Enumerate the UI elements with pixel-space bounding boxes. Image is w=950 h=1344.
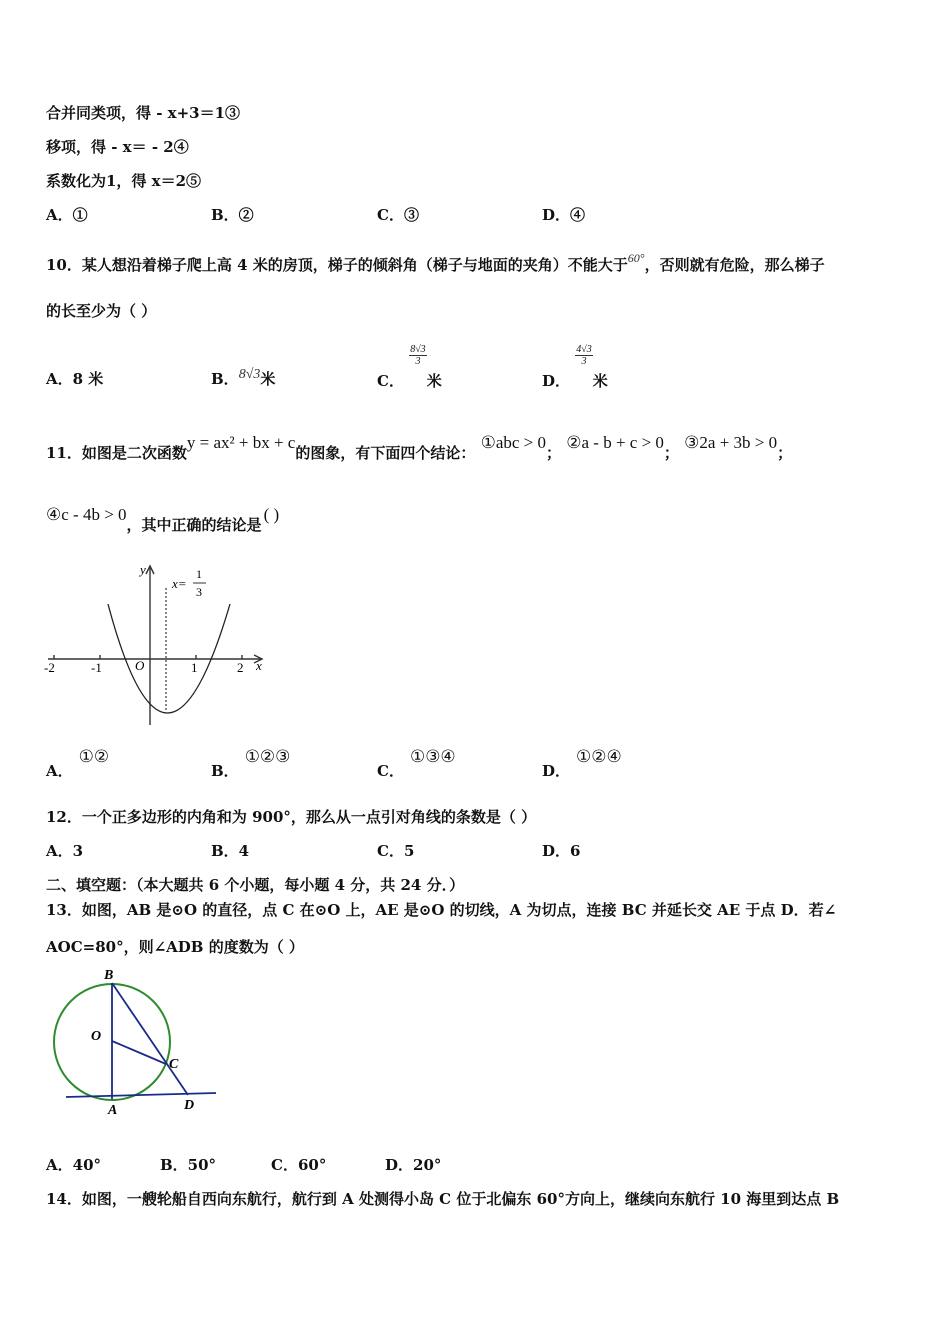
q10-option-d-fraction	[575, 344, 593, 367]
q11-sep-3: ；	[777, 444, 793, 462]
tick-label-neg2: -2	[44, 660, 55, 675]
q10-option-a-label: A．	[46, 370, 73, 388]
q11-function: y = ax² + bx + c	[186, 433, 296, 452]
q11-option-d	[542, 747, 622, 781]
q10-question	[46, 251, 825, 275]
q10-option-b-math: 8√3	[238, 367, 261, 382]
point-d-label: D	[184, 1098, 195, 1113]
q11-option-a	[46, 747, 110, 781]
q10-option-d	[542, 344, 608, 390]
x-axis-label: x	[256, 658, 262, 673]
aos-label: x=	[172, 576, 187, 591]
q10-option-c-unit: 米	[426, 372, 442, 390]
q11-option-d-text: ①②④	[576, 747, 622, 766]
q10-option-c	[377, 344, 442, 390]
q11-option-b-label: B．	[211, 762, 239, 780]
q11-conclusion-3: ③2a + 3b > 0	[684, 433, 778, 452]
segment-bd	[112, 983, 188, 1095]
step-3-text: 合并同类项，得 - x+3＝1③	[46, 104, 241, 122]
q9-option-a: A．①	[46, 206, 88, 224]
q10-option-d-unit: 米	[592, 372, 608, 390]
q13-line2: AOC=80°，则∠ADB 的度数为（ ）	[46, 938, 304, 956]
q11-question	[46, 432, 793, 462]
point-o-label: O	[91, 1029, 102, 1044]
q10-option-c-label: C．	[377, 372, 404, 390]
q10-option-b-unit: 米	[260, 370, 276, 388]
point-c-label: C	[169, 1057, 179, 1072]
q12-option-a: A．3	[46, 842, 84, 860]
q11-option-c-text: ①③④	[409, 747, 456, 766]
q10-option-c-fraction	[409, 344, 427, 367]
q14-question: 14．如图，一艘轮船自西向东航行，航行到 A 处测得小岛 C 位于北偏东 60°方向上，继续向东航行 10 海里到达点 B	[46, 1190, 840, 1208]
q11-conclusion-2: ②a - b + c > 0	[566, 433, 664, 452]
q11-option-b	[211, 747, 291, 781]
q11-line2	[46, 504, 280, 534]
q10-option-b	[211, 368, 275, 389]
tick-label-2: 2	[237, 660, 244, 675]
q10-line1-end: ，否则就有危险，那么梯子	[644, 256, 825, 274]
step-4-text: 移项，得 - x＝ - 2④	[46, 138, 189, 156]
step-5-text: 系数化为1，得 x＝2⑤	[46, 172, 202, 190]
tick-label-1: 1	[191, 660, 198, 675]
q11-sep-1: ；	[546, 444, 562, 462]
q10-option-a-text: 8 米	[72, 370, 104, 388]
q11-conclusion-1: ①abc > 0	[480, 433, 546, 452]
q12-option-c: C．5	[377, 842, 415, 860]
origin-label: O	[135, 658, 145, 673]
q10-option-d-numerator: 4√3	[576, 344, 592, 355]
q13-option-c: C．60°	[271, 1156, 327, 1174]
q10-option-c-denominator: 3	[415, 356, 421, 367]
q11-intro: 11．如图是二次函数	[46, 444, 187, 462]
q10-option-a	[46, 368, 103, 389]
q12-question: 12．一个正多边形的内角和为 900°，那么从一点引对角线的条数是（ ）	[46, 808, 537, 826]
q12-option-d: D．6	[542, 842, 581, 860]
q11-tail: ，其中正确的结论是	[126, 516, 262, 534]
q9-option-d: D．④	[542, 206, 586, 224]
point-a-label: A	[108, 1103, 118, 1118]
q13-option-d: D．20°	[385, 1156, 442, 1174]
q11-option-b-text: ①②③	[244, 747, 291, 766]
q11-conclusion-4: ④c - 4b > 0	[46, 505, 127, 524]
y-axis-label: y	[140, 562, 146, 577]
q12-option-b: B．4	[211, 842, 250, 860]
q11-mid: 的图象，有下面四个结论：	[295, 444, 476, 462]
q13-option-b: B．50°	[160, 1156, 217, 1174]
q9-option-b: B．②	[211, 206, 254, 224]
q10-option-c-numerator: 8√3	[410, 344, 426, 355]
segment-oc	[112, 1041, 166, 1064]
section-2-heading: 二、填空题：（本大题共 6 个小题，每小题 4 分，共 24 分．）	[46, 876, 465, 894]
q13-option-a: A．40°	[46, 1156, 102, 1174]
aos-denominator: 3	[196, 585, 202, 599]
tick-label-neg1: -1	[91, 660, 102, 675]
q10-option-d-label: D．	[542, 372, 571, 390]
q11-sep-2: ；	[663, 444, 679, 462]
q10-option-d-denominator: 3	[581, 356, 587, 367]
q9-option-c: C．③	[377, 206, 419, 224]
q11-option-a-text: ①②	[78, 747, 110, 766]
q11-option-d-label: D．	[542, 762, 571, 780]
q10-line1: 10．某人想沿着梯子爬上高 4 米的房顶，梯子的倾斜角（梯子与地面的夹角）不能大于	[46, 256, 628, 274]
aos-numerator: 1	[196, 567, 202, 581]
q13-circle-figure	[48, 964, 228, 1124]
point-b-label: B	[104, 968, 114, 983]
q10-angle: 60°	[627, 251, 645, 265]
q10-line2: 的长至少为（ ）	[46, 302, 157, 320]
q11-option-c-label: C．	[377, 762, 404, 780]
q10-option-b-label: B．	[211, 370, 239, 388]
q13-line1: 13．如图，AB 是⊙O 的直径，点 C 在⊙O 上，AE 是⊙O 的切线，A 为切点，连接 BC 并延长交 AE 于点 D．若∠	[46, 901, 837, 919]
q11-option-c	[377, 747, 456, 781]
q11-answer-paren: ( )	[263, 505, 280, 524]
q11-option-a-label: A．	[46, 762, 73, 780]
q11-parabola-graph	[40, 560, 280, 730]
